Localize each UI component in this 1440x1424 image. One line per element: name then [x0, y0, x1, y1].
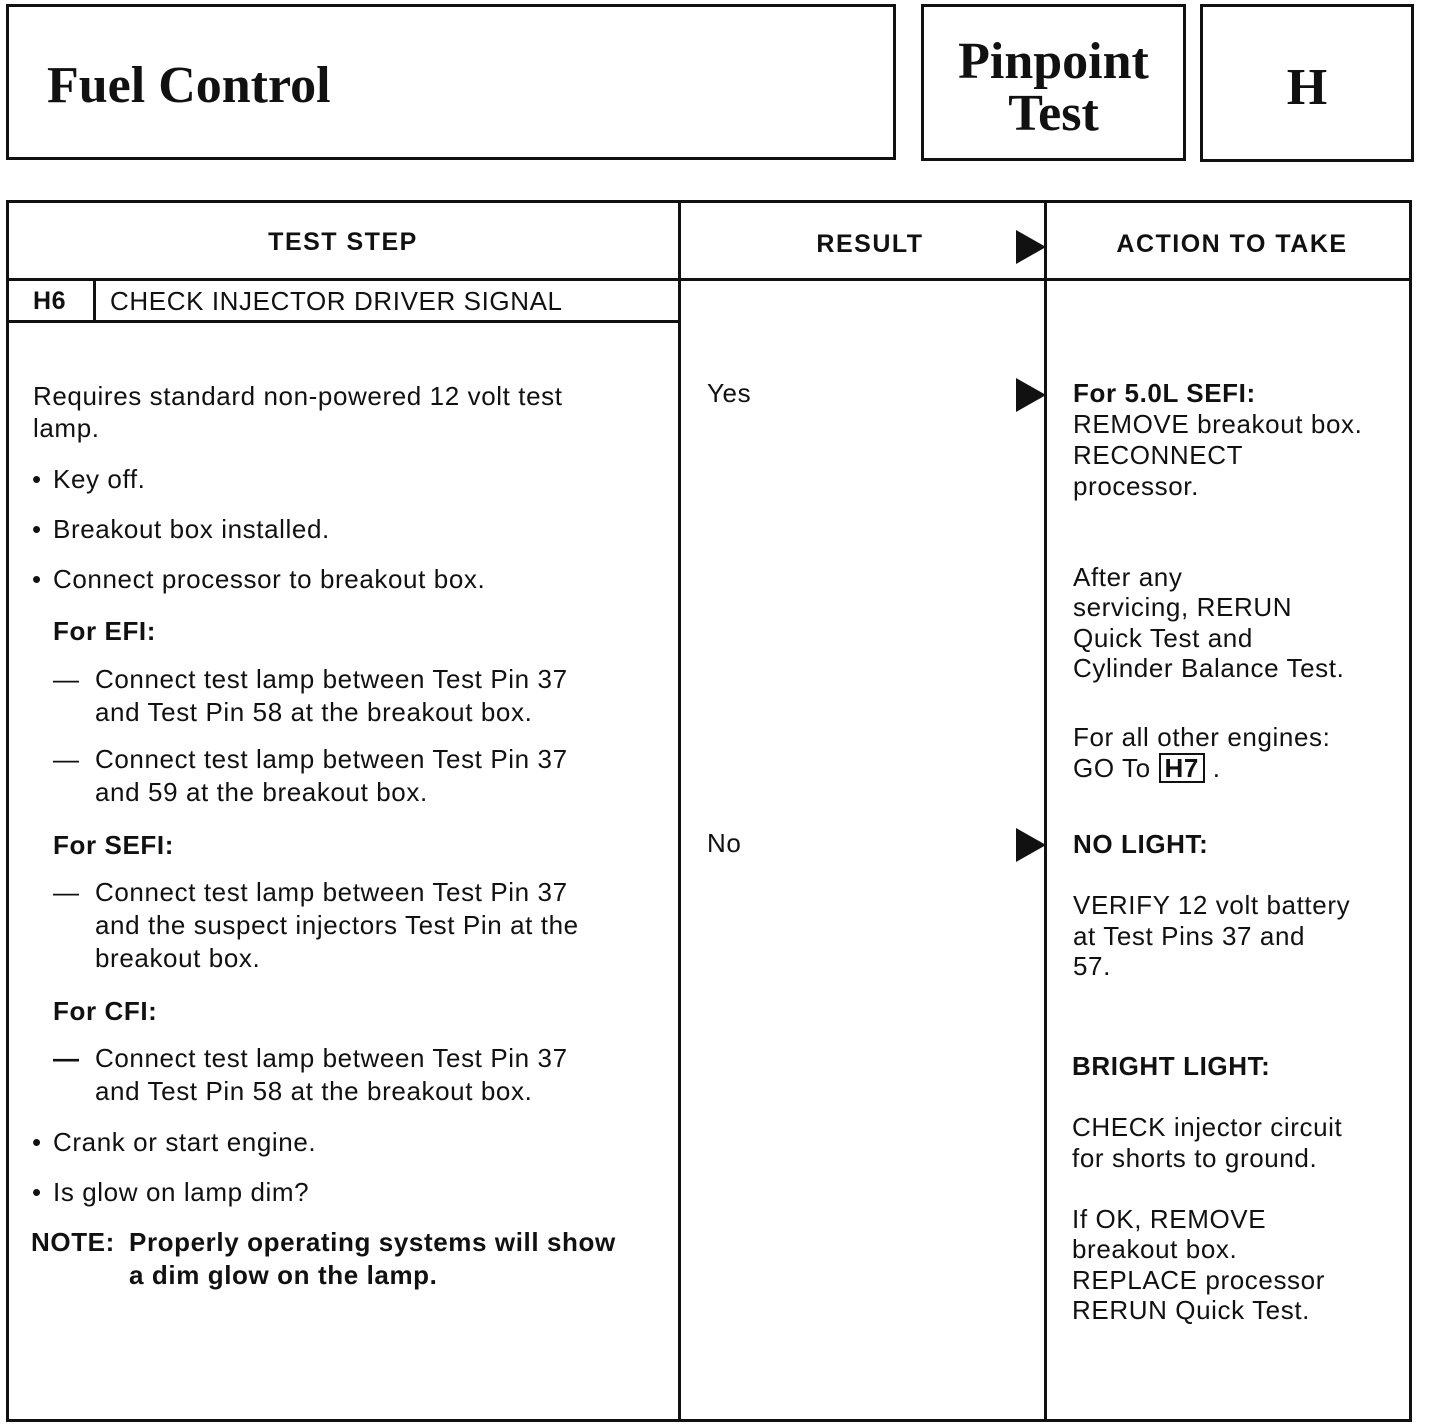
bullet-icon: • — [32, 1127, 42, 1157]
action-yes-heading: For 5.0L SEFI: — [1073, 378, 1256, 408]
test-type-line2: Test — [1008, 85, 1099, 142]
header-rule — [6, 278, 1412, 281]
action-other-line2 — [1073, 752, 1221, 785]
go-to-label: GO To — [1073, 753, 1151, 783]
efi-2-line1: Connect test lamp between Test Pin 37 — [95, 744, 568, 774]
note-line2: a dim glow on the lamp. — [129, 1260, 438, 1290]
no-light-heading: NO LIGHT: — [1073, 829, 1209, 859]
step-title-rule — [6, 320, 681, 323]
efi-heading: For EFI: — [53, 616, 157, 646]
action-yes-line3: processor. — [1073, 471, 1199, 501]
dash-icon: — — [53, 877, 80, 907]
efi-1-line1: Connect test lamp between Test Pin 37 — [95, 664, 568, 694]
sefi-heading: For SEFI: — [53, 830, 174, 860]
column-header-test-step: TEST STEP — [268, 228, 418, 256]
bullet-crank: Crank or start engine. — [53, 1127, 317, 1157]
action-other-line1: For all other engines: — [1073, 722, 1331, 752]
ok-line2: breakout box. — [1072, 1234, 1238, 1264]
ok-line1: If OK, REMOVE — [1072, 1204, 1267, 1234]
bullet-glow: Is glow on lamp dim? — [53, 1177, 310, 1207]
go-to-suffix: . — [1212, 753, 1221, 783]
result-yes-arrow-icon — [1016, 378, 1046, 412]
result-no: No — [707, 828, 742, 858]
divider-result — [678, 200, 681, 1422]
action-yes-line2: RECONNECT — [1073, 440, 1244, 470]
dash-icon: — — [53, 744, 80, 774]
bullet-connect: Connect processor to breakout box. — [53, 564, 486, 594]
dash-icon: — — [53, 664, 80, 694]
result-yes: Yes — [707, 378, 752, 408]
step-id: H6 — [33, 287, 67, 315]
bullet-icon: • — [32, 464, 42, 494]
bright-light-heading: BRIGHT LIGHT: — [1072, 1051, 1271, 1081]
action-after-line2: servicing, RERUN — [1073, 592, 1293, 622]
test-type-line1: Pinpoint — [958, 33, 1149, 90]
step-title: CHECK INJECTOR DRIVER SIGNAL — [110, 286, 563, 316]
result-no-arrow-icon — [1016, 828, 1046, 862]
step-reference-h7[interactable]: H7 — [1159, 753, 1205, 783]
cfi-1-line2: and Test Pin 58 at the breakout box. — [95, 1076, 533, 1106]
bright-line1: CHECK injector circuit — [1072, 1112, 1343, 1142]
bullet-icon: • — [32, 1177, 42, 1207]
bullet-breakout: Breakout box installed. — [53, 514, 330, 544]
sefi-1-line2: and the suspect injectors Test Pin at the — [95, 910, 579, 940]
requires-line2: lamp. — [33, 413, 100, 443]
sefi-1-line1: Connect test lamp between Test Pin 37 — [95, 877, 568, 907]
note-line1: Properly operating systems will show — [129, 1227, 616, 1257]
efi-1-line2: and Test Pin 58 at the breakout box. — [95, 697, 533, 727]
requires-line1: Requires standard non-powered 12 volt test — [33, 381, 563, 411]
section-title: Fuel Control — [47, 57, 331, 114]
no-light-line1: VERIFY 12 volt battery — [1073, 890, 1351, 920]
no-light-line2: at Test Pins 37 and — [1073, 921, 1306, 951]
bullet-icon: • — [32, 514, 42, 544]
cfi-heading: For CFI: — [53, 996, 158, 1026]
bullet-icon: • — [32, 564, 42, 594]
header-arrow-icon — [1016, 230, 1046, 264]
step-id-divider — [93, 278, 96, 322]
note-label: NOTE: — [31, 1227, 115, 1257]
bullet-key-off: Key off. — [53, 464, 146, 494]
action-yes-line1: REMOVE breakout box. — [1073, 409, 1363, 439]
bright-line2: for shorts to ground. — [1072, 1143, 1318, 1173]
dash-icon: — — [53, 1043, 80, 1073]
ok-line3: REPLACE processor — [1072, 1265, 1325, 1295]
action-after-line4: Cylinder Balance Test. — [1073, 653, 1345, 683]
action-after-line3: Quick Test and — [1073, 623, 1253, 653]
cfi-1-line1: Connect test lamp between Test Pin 37 — [95, 1043, 568, 1073]
test-letter: H — [1286, 59, 1328, 116]
column-header-action: ACTION TO TAKE — [1116, 230, 1348, 258]
column-header-result: RESULT — [816, 230, 924, 258]
sefi-1-line3: breakout box. — [95, 943, 261, 973]
action-after-line1: After any — [1073, 562, 1183, 592]
ok-line4: RERUN Quick Test. — [1072, 1295, 1310, 1325]
no-light-line3: 57. — [1073, 951, 1111, 981]
efi-2-line2: and 59 at the breakout box. — [95, 777, 428, 807]
